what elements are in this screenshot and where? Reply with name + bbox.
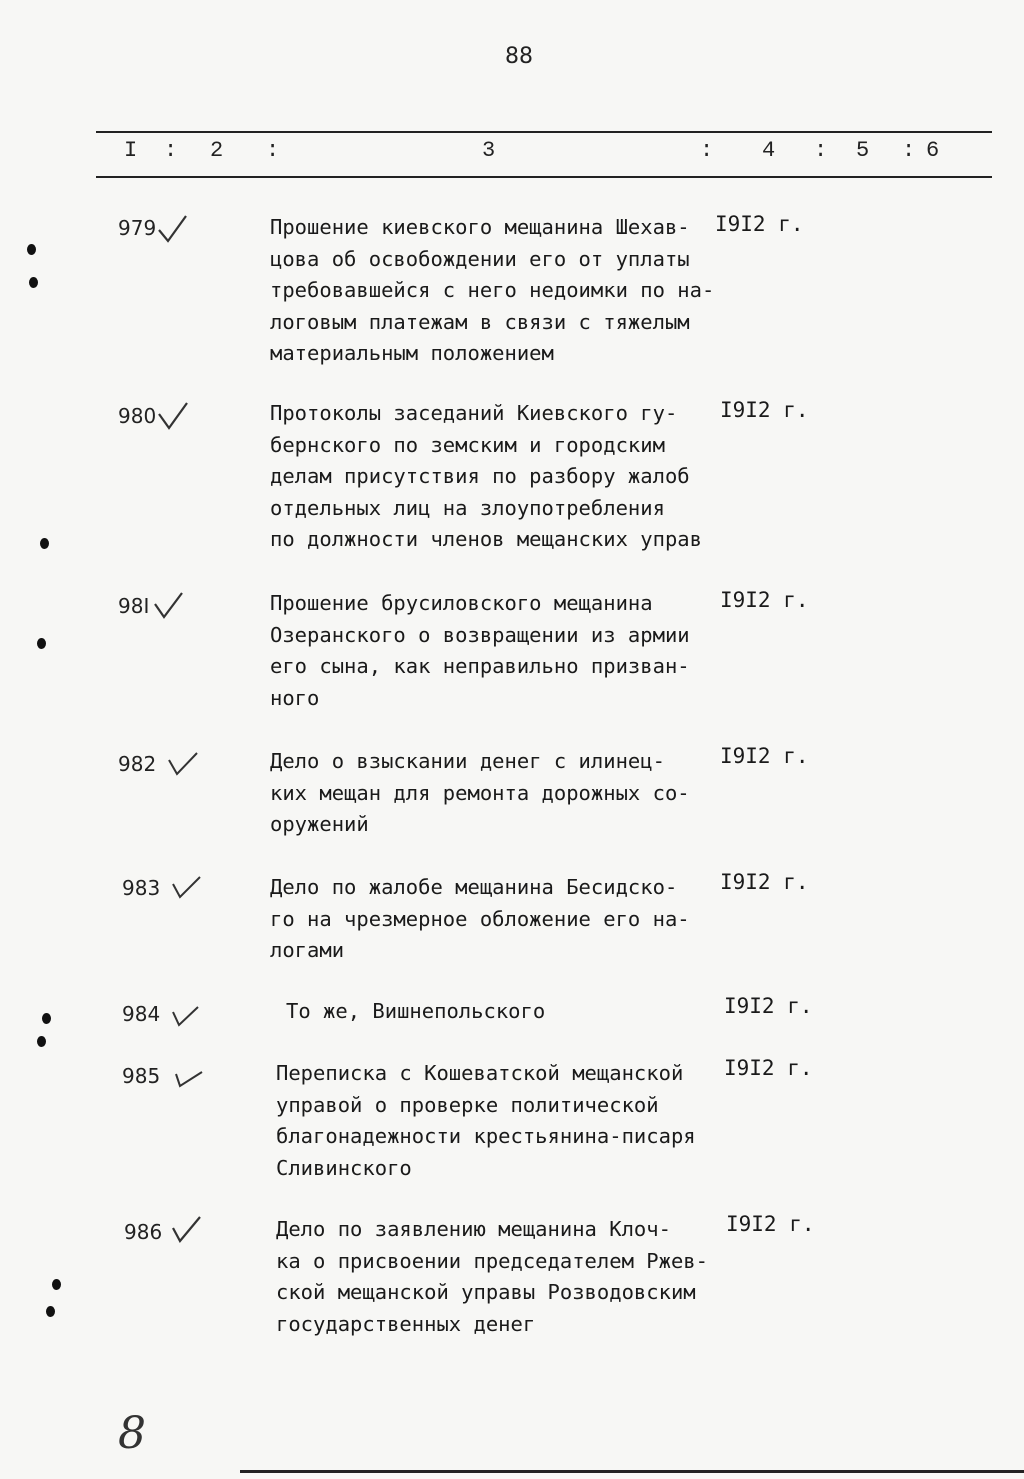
description-line: оружений <box>270 812 369 836</box>
checkmark-icon <box>170 1214 204 1244</box>
entry-description <box>270 872 730 967</box>
column-header-5: 5 <box>856 138 870 163</box>
entry-description <box>270 588 730 714</box>
entry-description <box>270 212 730 370</box>
entry-description <box>276 1058 736 1184</box>
description-line: Прошение брусиловского мещанина <box>270 591 653 615</box>
entry-number: 985 <box>122 1064 161 1088</box>
column-header-6: 6 <box>926 138 940 163</box>
column-header-separator: : <box>902 138 916 163</box>
entry-number: 984 <box>122 1002 161 1026</box>
entry-year: I9I2 г. <box>720 588 809 612</box>
checkmark-icon <box>170 872 204 902</box>
page-number: 88 <box>505 44 533 69</box>
entry-number: 980 <box>118 404 157 428</box>
description-line: его сына, как неправильно призван- <box>270 654 690 678</box>
handwritten-folio-mark: 8 <box>118 1408 146 1459</box>
description-line: Прошение киевского мещанина Шехав- <box>270 215 690 239</box>
checkmark-icon <box>156 214 190 244</box>
description-line: Сливинского <box>276 1155 412 1180</box>
description-line: делам присутствия по разбору жалоб <box>270 464 690 488</box>
description-line: ской мещанской управы Розводовским <box>276 1280 696 1304</box>
entry-year: I9I2 г. <box>720 870 809 894</box>
entry-year: I9I2 г. <box>726 1212 815 1236</box>
entry-description <box>270 398 730 556</box>
punch-hole-icon <box>37 638 46 649</box>
column-header-1: I <box>124 138 138 163</box>
entry-description <box>276 1214 736 1340</box>
description-line: Озеранского о возвращении из армии <box>270 622 690 647</box>
description-line: материальным положением <box>270 341 554 365</box>
description-line: го на чрезмерное обложение его на- <box>270 906 690 931</box>
description-line: государственных денег <box>276 1311 536 1336</box>
entry-year: I9I2 г. <box>720 398 809 422</box>
description-line: благонадежности крестьянина-писаря <box>276 1124 696 1148</box>
column-header-separator: : <box>266 138 280 163</box>
checkmark-icon <box>172 1062 206 1092</box>
column-header-2: 2 <box>210 138 224 163</box>
punch-hole-icon <box>40 538 49 549</box>
description-line: Дело по заявлению мещанина Клоч- <box>276 1217 671 1241</box>
description-line: ких мещан для ремонта дорожных со- <box>270 780 690 805</box>
description-line: логами <box>270 938 345 962</box>
entry-number: 982 <box>118 752 157 776</box>
description-line: логовым платежам в связи с тяжелым <box>270 309 690 334</box>
punch-hole-icon <box>37 1036 46 1047</box>
table-header-bottom-rule <box>96 176 992 178</box>
description-line: цова об освобождении его от уплаты <box>270 246 690 271</box>
column-header-separator: : <box>164 138 178 163</box>
checkmark-icon <box>166 748 200 778</box>
description-line: управой о проверке политической <box>276 1092 659 1117</box>
description-line: То же, Вишнепольского <box>286 999 546 1023</box>
entry-number: 983 <box>122 876 161 900</box>
punch-hole-icon <box>29 277 38 288</box>
description-line: требовавшейся с него недоимки по на- <box>270 278 715 302</box>
description-line: отдельных лиц на злоупотребления <box>270 495 665 520</box>
entry-number: 979 <box>118 216 157 240</box>
description-line: Дело о взыскании денег с илинец- <box>270 749 665 773</box>
description-line: ного <box>270 685 320 710</box>
checkmark-icon <box>152 590 186 620</box>
entry-description <box>286 996 746 1028</box>
description-line: бернского по земским и городским <box>270 432 665 457</box>
punch-hole-icon <box>27 244 36 255</box>
entry-year: I9I2 г. <box>724 1056 813 1080</box>
checkmark-icon <box>156 400 190 430</box>
punch-hole-icon <box>52 1279 61 1290</box>
column-header-separator: : <box>700 138 714 163</box>
checkmark-icon <box>170 1000 204 1030</box>
description-line: по должности членов мещанских управ <box>270 527 702 551</box>
description-line: Дело по жалобе мещанина Бесидско- <box>270 875 678 899</box>
footer-rule <box>240 1470 1024 1473</box>
description-line: Переписка с Кошеватской мещанской <box>276 1061 684 1085</box>
description-line: ка о присвоении председателем Ржев- <box>276 1248 708 1273</box>
entry-number: 986 <box>124 1220 163 1244</box>
column-header-4: 4 <box>762 138 776 163</box>
entry-year: I9I2 г. <box>724 994 813 1018</box>
column-header-3: 3 <box>482 138 496 163</box>
entry-number: 98I <box>118 594 150 618</box>
entry-description <box>270 746 730 841</box>
punch-hole-icon <box>42 1013 51 1024</box>
table-header-top-rule <box>96 131 992 133</box>
entry-year: I9I2 г. <box>715 212 804 236</box>
entry-year: I9I2 г. <box>720 744 809 768</box>
column-header-separator: : <box>814 138 828 163</box>
description-line: Протоколы заседаний Киевского гу- <box>270 401 678 425</box>
punch-hole-icon <box>46 1306 55 1317</box>
